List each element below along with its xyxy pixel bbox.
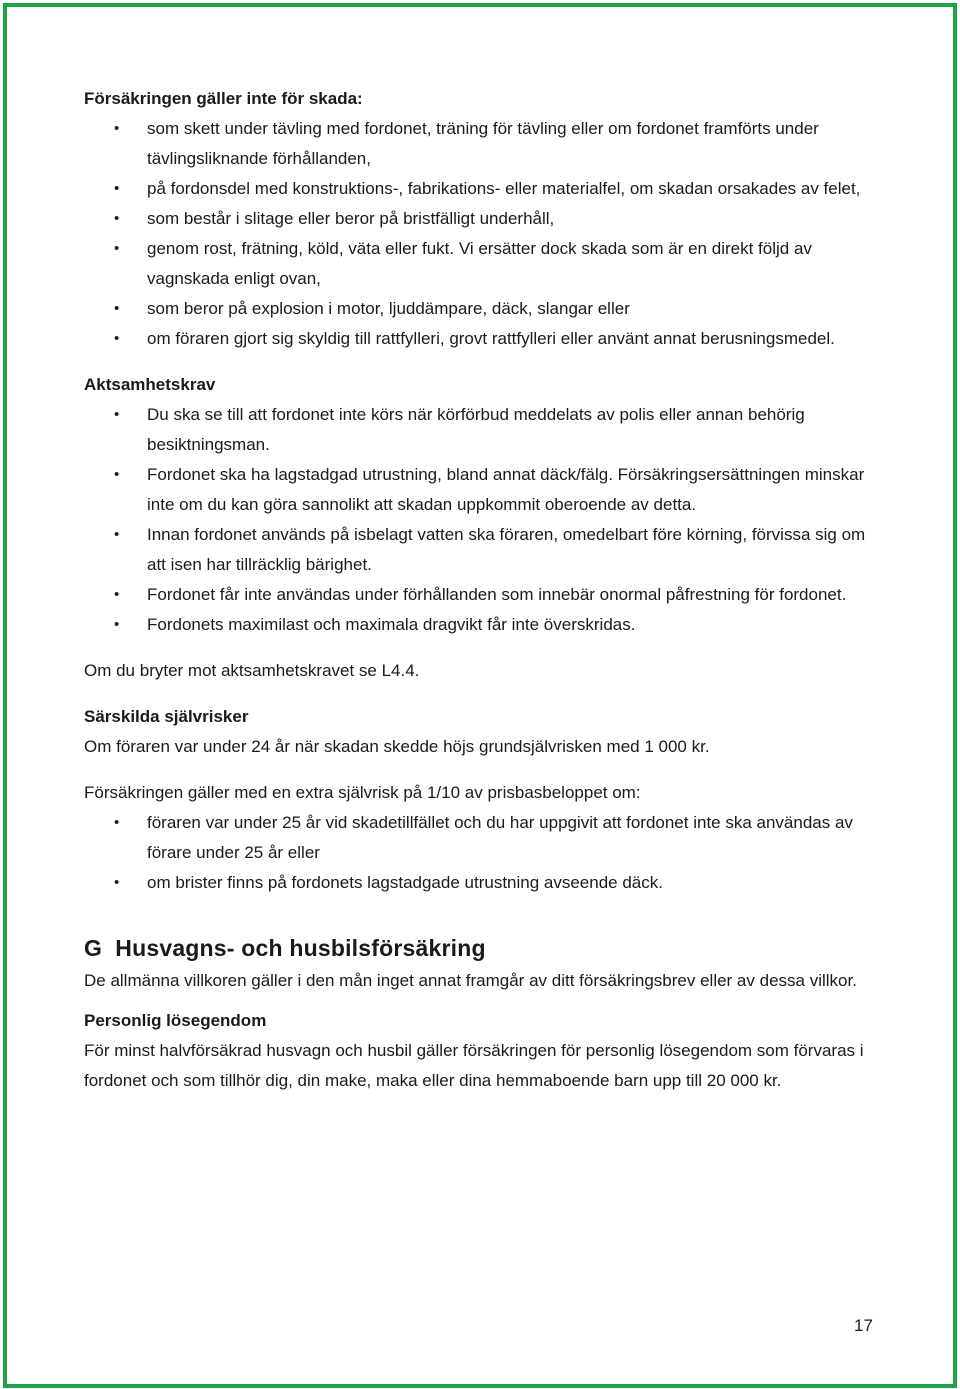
bullet-icon: •	[114, 526, 120, 543]
section-title: G Husvagns- och husbilsförsäkring	[84, 935, 486, 961]
deductibles-list	[84, 808, 884, 898]
bullet-icon: •	[114, 586, 120, 603]
list-item: • om brister finns på fordonets lagstadgade utrustning avseende däck.	[84, 868, 884, 898]
list-item: • Du ska se till att fordonet inte körs när körförbud meddelats av polis eller annan behörig besiktningsman.	[84, 400, 884, 460]
list-item: • genom rost, frätning, köld, väta eller fukt. Vi ersätter dock skada som är en direkt följd av vagnskada enligt ovan,	[84, 234, 884, 294]
page-number: 17	[854, 1316, 873, 1335]
list-item: • som består i slitage eller beror på bristfälligt underhåll,	[84, 204, 884, 234]
document-body	[84, 84, 884, 1096]
exclusions-list	[84, 114, 884, 354]
list-item: • som beror på explosion i motor, ljuddämpare, däck, slangar eller	[84, 294, 884, 324]
list-item: • på fordonsdel med konstruktions-, fabrikations- eller materialfel, om skadan orsakades av felet,	[84, 174, 884, 204]
bullet-icon: •	[114, 466, 120, 483]
list-item: • som skett under tävling med fordonet, träning för tävling eller om fordonet framförts under tävlingsliknande förhållanden,	[84, 114, 884, 174]
exclusions-heading: Försäkringen gäller inte för skada:	[84, 89, 363, 108]
care-requirements-note: Om du bryter mot aktsamhetskravet se L4.4.	[84, 661, 420, 680]
list-item: • Fordonet ska ha lagstadgad utrustning, bland annat däck/fälg. Försäkringsersättningen minskar inte om du kan göra sannolikt att skadan uppkommit oberoende av detta.	[84, 460, 884, 520]
deductibles-heading: Särskilda självrisker	[84, 707, 249, 726]
care-requirements-list	[84, 400, 884, 640]
list-item: • föraren var under 25 år vid skadetillfället och du har uppgivit att fordonet inte ska användas av förare under 25 år eller	[84, 808, 884, 868]
section-intro: De allmänna villkoren gäller i den mån inget annat framgår av ditt försäkringsbrev eller av dessa villkor.	[84, 971, 857, 990]
list-item: • Innan fordonet används på isbelagt vatten ska föraren, omedelbart före körning, förvissa sig om att isen har tillräcklig bärighet.	[84, 520, 884, 580]
bullet-icon: •	[114, 616, 120, 633]
deductibles-text-2: Försäkringen gäller med en extra självrisk på 1/10 av prisbasbeloppet om:	[84, 783, 641, 802]
bullet-icon: •	[114, 406, 120, 423]
bullet-icon: •	[114, 814, 120, 831]
bullet-icon: •	[114, 240, 120, 257]
bullet-icon: •	[114, 120, 120, 137]
list-item: • Fordonets maximilast och maximala dragvikt får inte överskridas.	[84, 610, 884, 640]
personal-property-text: För minst halvförsäkrad husvagn och husbil gäller försäkringen för personlig lösegendom som förvaras i fordonet och som tillhör dig, din make, maka eller dina hemmaboende barn upp till 20 000 kr.	[84, 1041, 864, 1090]
bullet-icon: •	[114, 874, 120, 891]
list-item: • om föraren gjort sig skyldig till rattfylleri, grovt rattfylleri eller använt annat berusningsmedel.	[84, 324, 884, 354]
bullet-icon: •	[114, 330, 120, 347]
bullet-icon: •	[114, 180, 120, 197]
personal-property-heading: Personlig lösegendom	[84, 1011, 267, 1030]
bullet-icon: •	[114, 300, 120, 317]
deductibles-text-1: Om föraren var under 24 år när skadan skedde höjs grundsjälvrisken med 1 000 kr.	[84, 737, 710, 756]
care-requirements-heading: Aktsamhetskrav	[84, 375, 216, 394]
bullet-icon: •	[114, 210, 120, 227]
list-item: • Fordonet får inte användas under förhållanden som innebär onormal påfrestning för fordonet.	[84, 580, 884, 610]
